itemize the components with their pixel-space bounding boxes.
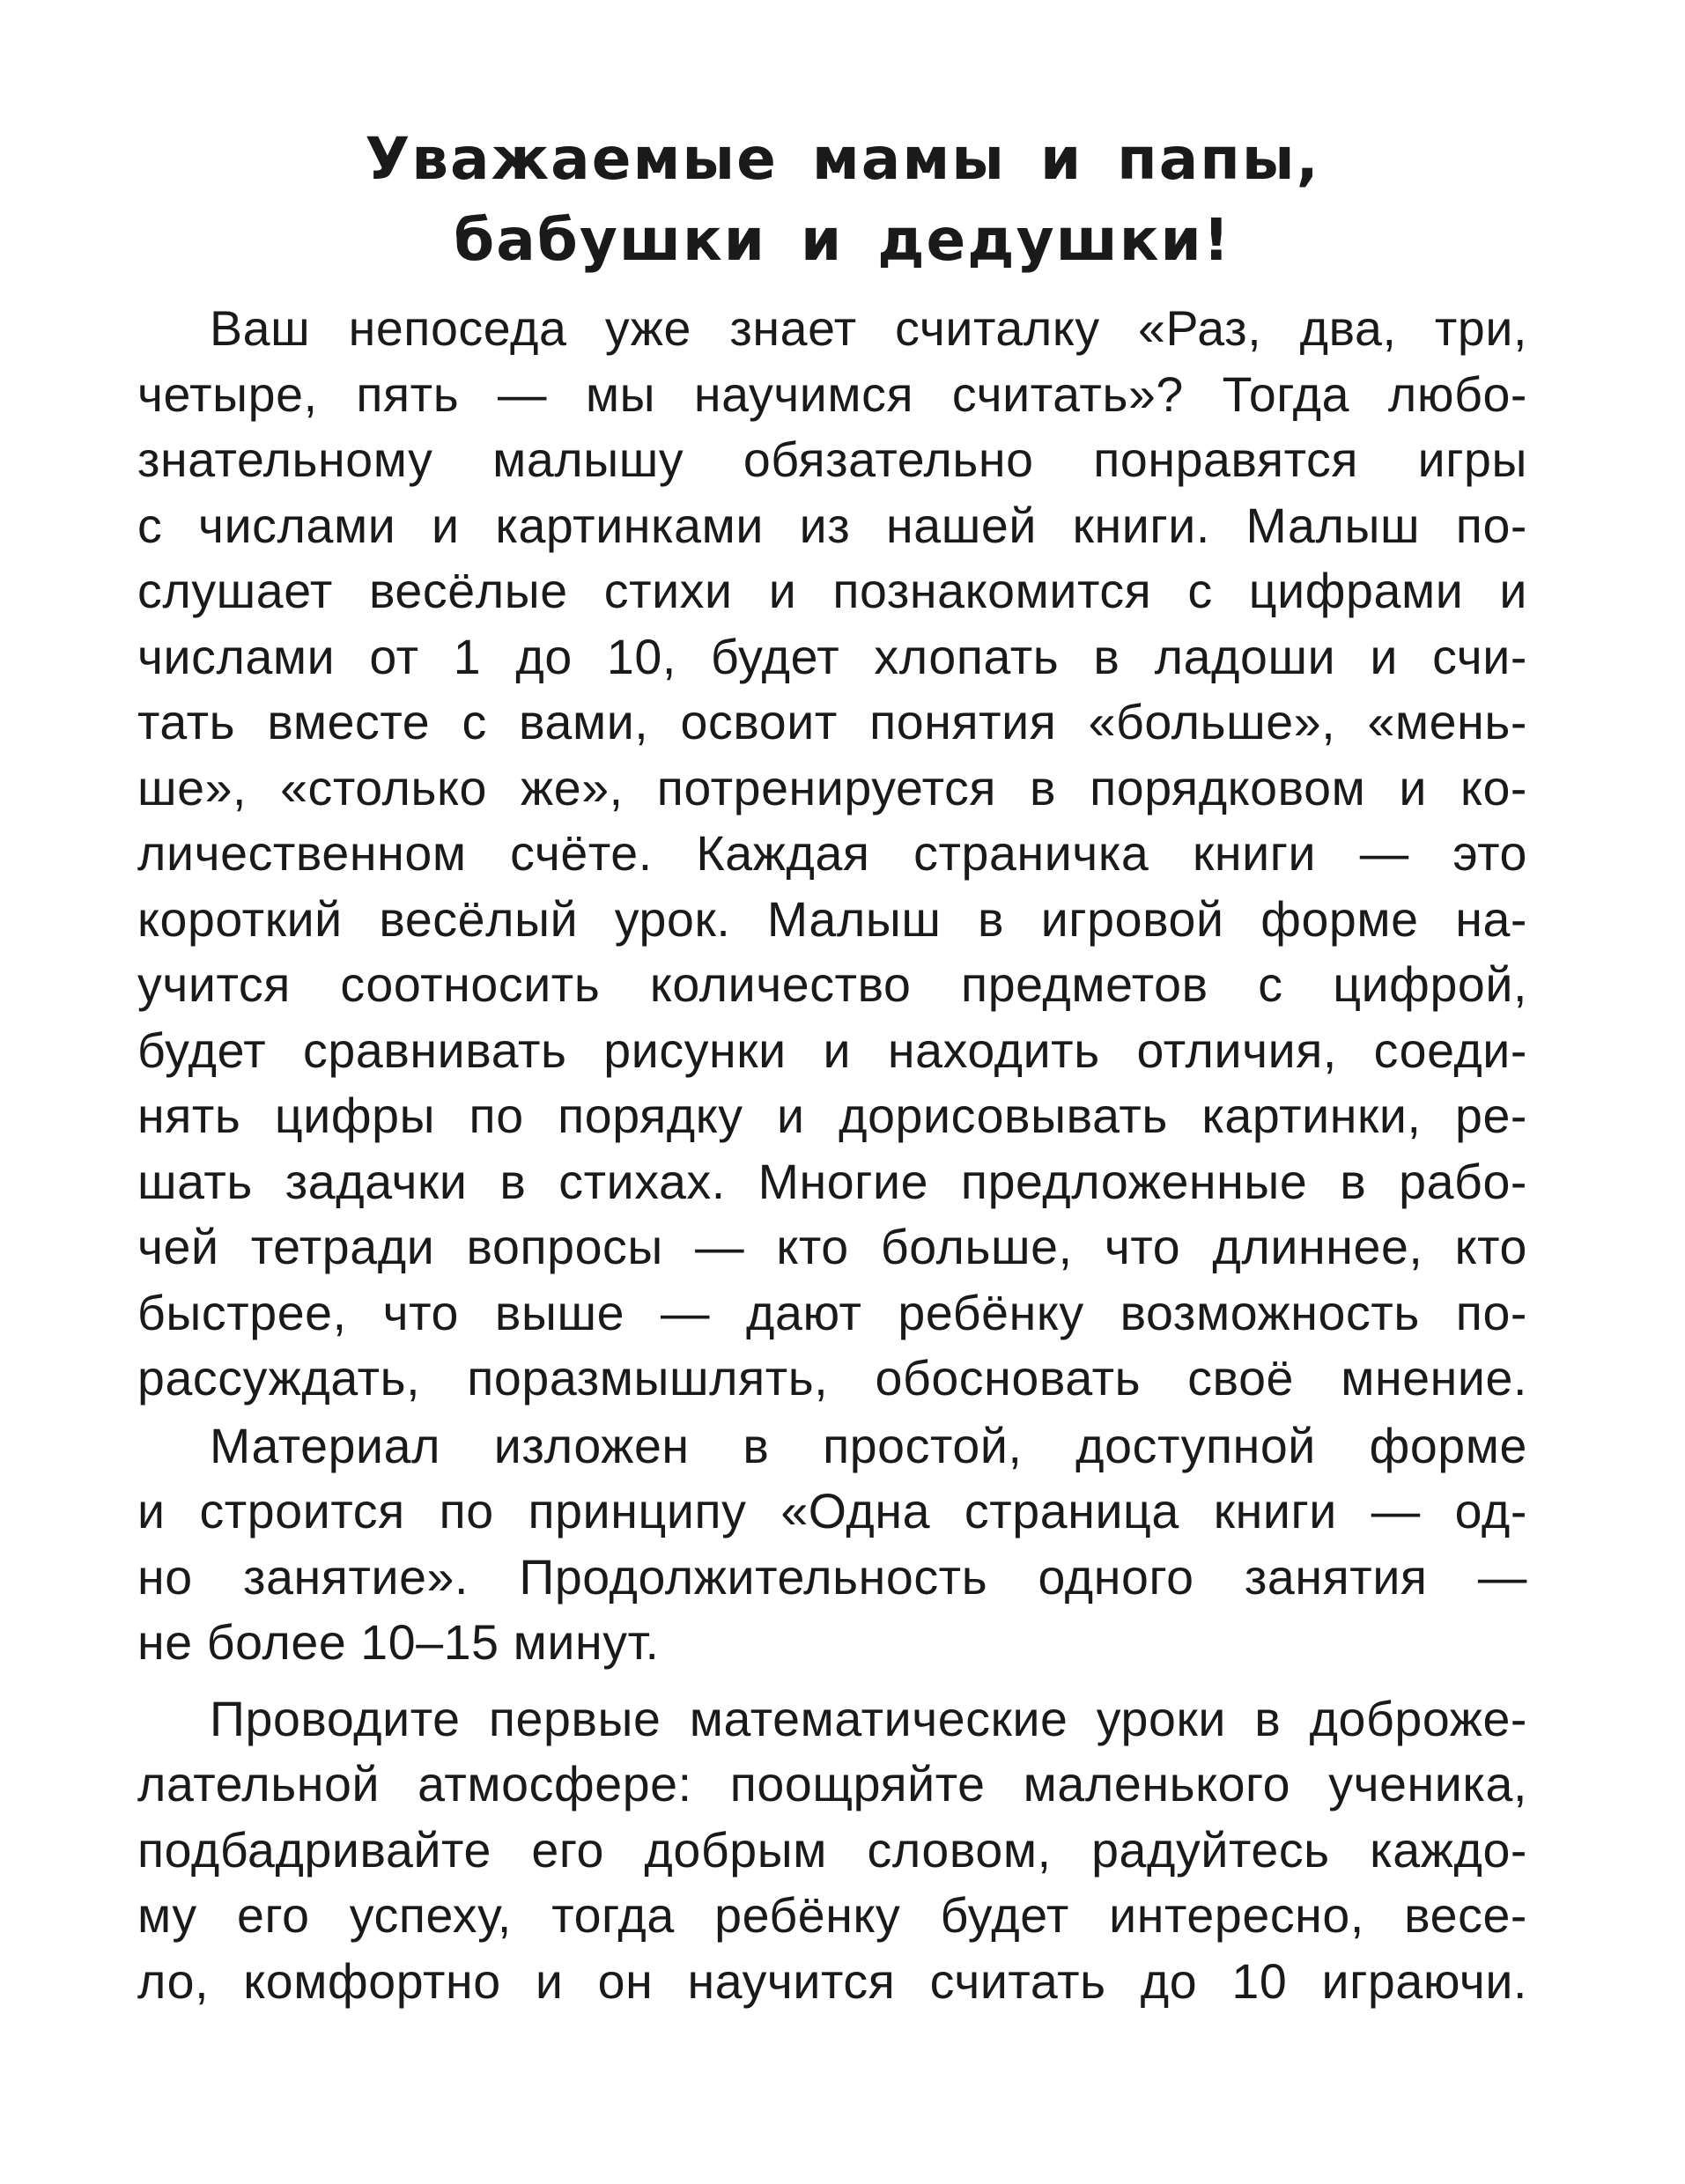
text-line: шать задачки в стихах. Многие предложенные в рабо- (137, 1154, 1527, 1209)
text-line: будет сравнивать рисунки и находить отличия, соеди- (137, 1022, 1527, 1078)
text-line: но занятие». Продолжительность одного занятия — (137, 1549, 1527, 1605)
paragraph-3 (137, 1686, 1527, 2015)
text-line: чей тетради вопросы — кто больше, что длиннее, кто (137, 1220, 1527, 1274)
title-line-2: бабушки и дедушки! (454, 206, 1231, 274)
text-line: короткий весёлый урок. Малыш в игровой форме на- (137, 891, 1527, 947)
text-line: рассуждать, поразмышлять, обосновать своё мнение. (137, 1351, 1527, 1406)
text-line: личественном счёте. Каждая страничка книги — это (137, 826, 1527, 881)
text-line: знательному малышу обязательно понравятся игры (137, 432, 1527, 487)
page-title (0, 119, 1685, 281)
text-line: ло, комфортно и он научится считать до 10 играючи. (137, 1953, 1527, 2009)
paragraph-gap (137, 1676, 1527, 1686)
text-line: Материал изложен в простой, доступной форме (210, 1418, 1527, 1473)
title-line-1: Уважаемые мамы и папы, (365, 125, 1320, 193)
text-line: тать вместе с вами, освоит понятия «больше», «мень- (137, 695, 1527, 749)
text-line: слушает весёлые стихи и познакомится с цифрами и (137, 564, 1527, 618)
text-line: быстрее, что выше — дают ребёнку возможность по- (137, 1285, 1527, 1340)
text-line: ше», «столько же», потренируется в порядковом и ко- (137, 760, 1527, 815)
paragraph-1 (137, 296, 1527, 1412)
text-line: му его успеху, тогда ребёнку будет интересно, весе- (137, 1888, 1527, 1943)
text-line: учится соотносить количество предметов с цифрой, (137, 957, 1527, 1012)
text-line: четыре, пять — мы научимся считать»? Тогда любо- (137, 366, 1527, 422)
text-line: Ваш непоседа уже знает считалку «Раз, два, три, (210, 301, 1527, 356)
text-line: не более 10–15 минут. (137, 1615, 660, 1670)
body-text (137, 296, 1527, 2014)
text-line: лательной атмосфере: поощряйте маленького ученика, (137, 1757, 1527, 1811)
text-line: с числами и картинками из нашей книги. Малыш по- (137, 498, 1527, 553)
text-line: подбадривайте его добрым словом, радуйтесь каждо- (137, 1822, 1527, 1878)
text-line: и строится по принципу «Одна страница книги — од- (137, 1484, 1527, 1538)
paragraph-2 (137, 1413, 1527, 1676)
text-line: Проводите первые математические уроки в доброже- (210, 1691, 1527, 1746)
text-line: нять цифры по порядку и дорисовывать картинки, ре- (137, 1088, 1527, 1143)
text-line: числами от 1 до 10, будет хлопать в ладоши и счи- (137, 629, 1527, 684)
